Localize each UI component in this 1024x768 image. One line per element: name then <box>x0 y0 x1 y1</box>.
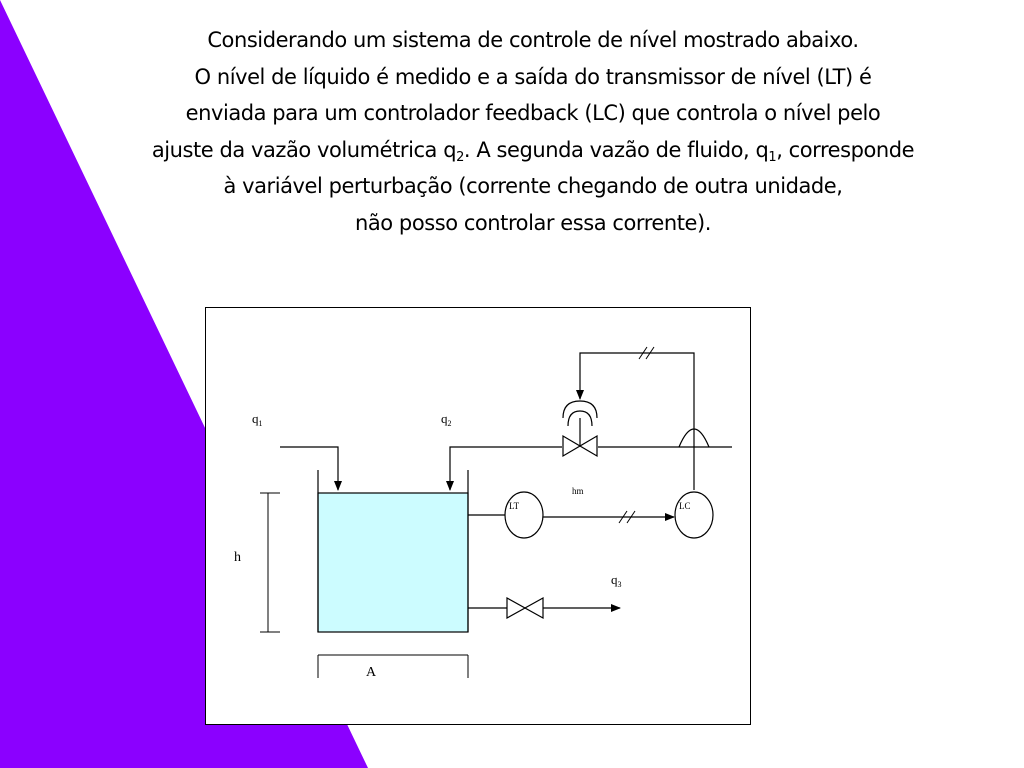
level-controller <box>675 492 713 538</box>
statement-text: enviada para um controlador feedback (LC) que controla o nível pelo <box>185 101 881 125</box>
statement-text: não posso controlar essa corrente). <box>355 210 711 235</box>
statement-text: Considerando um sistema de controle de nível mostrado abaixo. <box>207 28 859 52</box>
statement-text: ajuste da vazão volumétrica q <box>151 137 457 162</box>
q2-label: $q_2$ <box>441 411 452 428</box>
diagram-frame <box>206 308 751 725</box>
lc-label: LC <box>679 501 691 511</box>
tank-liquid <box>318 493 468 632</box>
lt-label: LT <box>509 501 520 511</box>
level-transmitter <box>505 492 543 538</box>
statement-text: , corresponde <box>776 137 915 162</box>
subscript: 1 <box>768 149 777 165</box>
q3-label: $q_3$ <box>611 572 622 589</box>
subscript: 2 <box>456 149 464 165</box>
hm-label: hm <box>572 486 584 496</box>
statement-text: . A segunda vazão de fluido, q <box>463 137 769 162</box>
height-label: h <box>234 550 241 565</box>
statement-text: à variável perturbação (corrente chegando de outra unidade, <box>223 174 843 198</box>
area-label: A <box>366 665 377 680</box>
statement-text: O nível de líquido é medido e a saída do transmissor de nível (LT) é <box>194 64 872 89</box>
q1-label: $q_1$ <box>252 411 263 428</box>
